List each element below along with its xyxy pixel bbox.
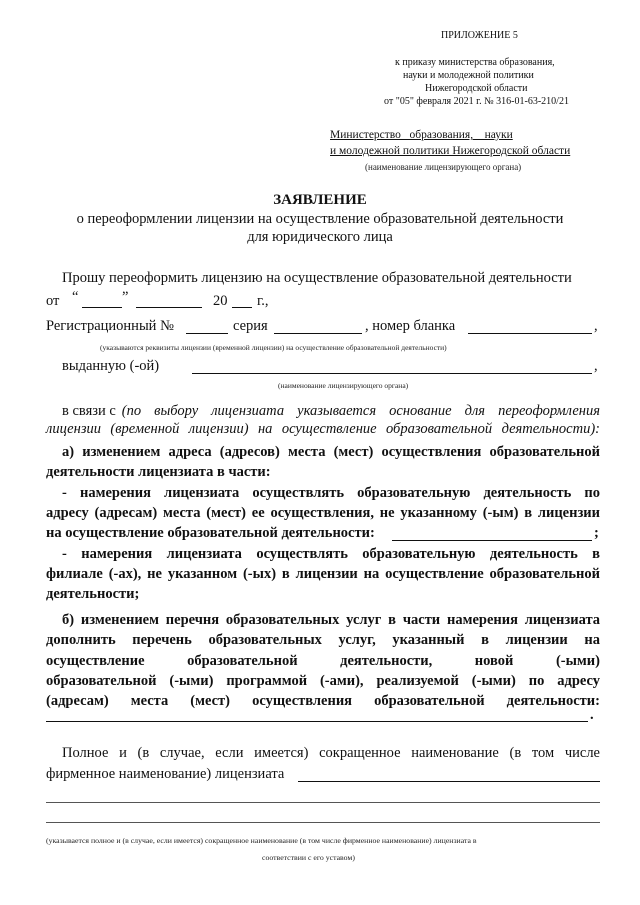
item-a-line-1: а) изменением адреса (адресов) места (мест) осуществления образовательной bbox=[62, 444, 600, 460]
item-b-line-4: образовательной (-ыми) программой (-ами), реализуемой (-ыми) по адресу bbox=[46, 673, 600, 689]
issued-by-field[interactable] bbox=[192, 373, 592, 374]
item-a-bullet-1-line-1: - намерения лицензиата осуществлять образовательную деятельность по bbox=[62, 485, 600, 501]
item-b-line-3: осуществление образовательной деятельности, новой (-ыми) bbox=[46, 653, 600, 669]
day-field[interactable] bbox=[82, 307, 122, 308]
year-field[interactable] bbox=[232, 307, 252, 308]
registration-number-label: Регистрационный № bbox=[46, 318, 174, 334]
item-b-line-2: дополнить перечень образовательных услуг, указанный в лицензии на bbox=[46, 632, 600, 648]
full-name-line-1: Полное и (в случае, если имеется) сокращенное наименование (в том числе bbox=[62, 745, 600, 761]
appendix-title: ПРИЛОЖЕНИЕ 5 bbox=[441, 30, 518, 41]
document-subtitle-1: о переоформлении лицензии на осуществление образовательной деятельности bbox=[76, 211, 564, 227]
license-details-caption: (указываются реквизиты лицензии (временной лицензии) на осуществление образовательной деятельности) bbox=[100, 343, 447, 352]
item-a-bullet-1-end: ; bbox=[594, 525, 599, 541]
full-name-field-line-3[interactable] bbox=[46, 822, 600, 823]
registration-number-field[interactable] bbox=[186, 333, 228, 334]
item-a-bullet-2-line-1: - намерения лицензиата осуществлять образовательную деятельность в bbox=[62, 546, 600, 562]
document-title: ЗАЯВЛЕНИЕ bbox=[273, 192, 367, 208]
year-prefix: 20 bbox=[213, 293, 228, 309]
addressee-line-2: и молодежной политики Нижегородской области bbox=[330, 145, 571, 157]
document-subtitle-2: для юридического лица bbox=[247, 229, 393, 245]
grounds-lead: в связи с bbox=[62, 403, 116, 419]
form-number-field[interactable] bbox=[468, 333, 592, 334]
issued-by-comma: , bbox=[594, 358, 598, 374]
form-number-comma: , bbox=[594, 318, 598, 334]
item-b-line-1: б) изменением перечня образовательных услуг в части намерения лицензиата bbox=[62, 612, 600, 628]
grounds-line-2: лицензии (временной лицензии) на осуществление образовательной деятельности): bbox=[46, 421, 600, 437]
appendix-line-4: от "05" февраля 2021 г. № 316-01-63-210/21 bbox=[384, 96, 569, 107]
form-number-label: , номер бланка bbox=[365, 318, 456, 334]
appendix-line-2: науки и молодежной политики bbox=[403, 70, 534, 81]
full-name-caption-1: (указывается полное и (в случае, если имеется) сокращенное наименование (в том числе фирменное наименование) лицензиата в bbox=[46, 836, 477, 845]
grounds-line-1 bbox=[62, 403, 600, 420]
item-a-bullet-1-line-2: адресу (адресам) места (мест) ее осуществления, не указанному (-ым) в лицензии bbox=[46, 505, 600, 521]
issued-by-label: выданную (-ой) bbox=[62, 358, 160, 374]
item-a-line-2: деятельности лицензиата в части: bbox=[46, 464, 271, 480]
grounds-italic: (по выбору лицензиата указывается основание для переоформления bbox=[121, 403, 600, 419]
item-b-line-5: (адресам) места (мест) осуществления образовательной деятельности: bbox=[46, 693, 600, 709]
full-name-field-line-2[interactable] bbox=[46, 802, 600, 803]
quote-close: ” bbox=[122, 289, 129, 305]
addressee-line-1: Министерство образования, науки bbox=[330, 129, 513, 141]
item-a-bullet-2-line-3: деятельности; bbox=[46, 586, 140, 602]
item-a-bullet-1-line-3: на осуществление образовательной деятельности: bbox=[46, 525, 375, 541]
request-line: Прошу переоформить лицензию на осуществление образовательной деятельности bbox=[62, 270, 572, 286]
month-field[interactable] bbox=[136, 307, 202, 308]
full-name-caption-2: соответствии с его уставом) bbox=[262, 853, 355, 862]
full-name-line-2: фирменное наименование) лицензиата bbox=[46, 766, 285, 782]
addressee-caption: (наименование лицензирующего органа) bbox=[365, 162, 522, 172]
education-services-address-field[interactable] bbox=[46, 721, 588, 722]
item-a-bullet-2-line-2: филиале (-ах), не указанном (-ых) в лицензии на осуществление образовательной bbox=[46, 566, 600, 582]
new-address-field[interactable] bbox=[392, 540, 592, 541]
full-name-field[interactable] bbox=[298, 781, 600, 782]
issuing-authority-caption: (наименование лицензирующего органа) bbox=[278, 381, 409, 390]
appendix-line-3: Нижегородской области bbox=[425, 83, 528, 94]
appendix-line-1: к приказу министерства образования, bbox=[395, 57, 555, 68]
from-label: от bbox=[46, 293, 60, 309]
series-label: серия bbox=[233, 318, 268, 334]
item-b-end: . bbox=[590, 707, 594, 723]
series-field[interactable] bbox=[274, 333, 362, 334]
quote-open: “ bbox=[72, 289, 79, 305]
year-suffix: г., bbox=[257, 293, 269, 309]
